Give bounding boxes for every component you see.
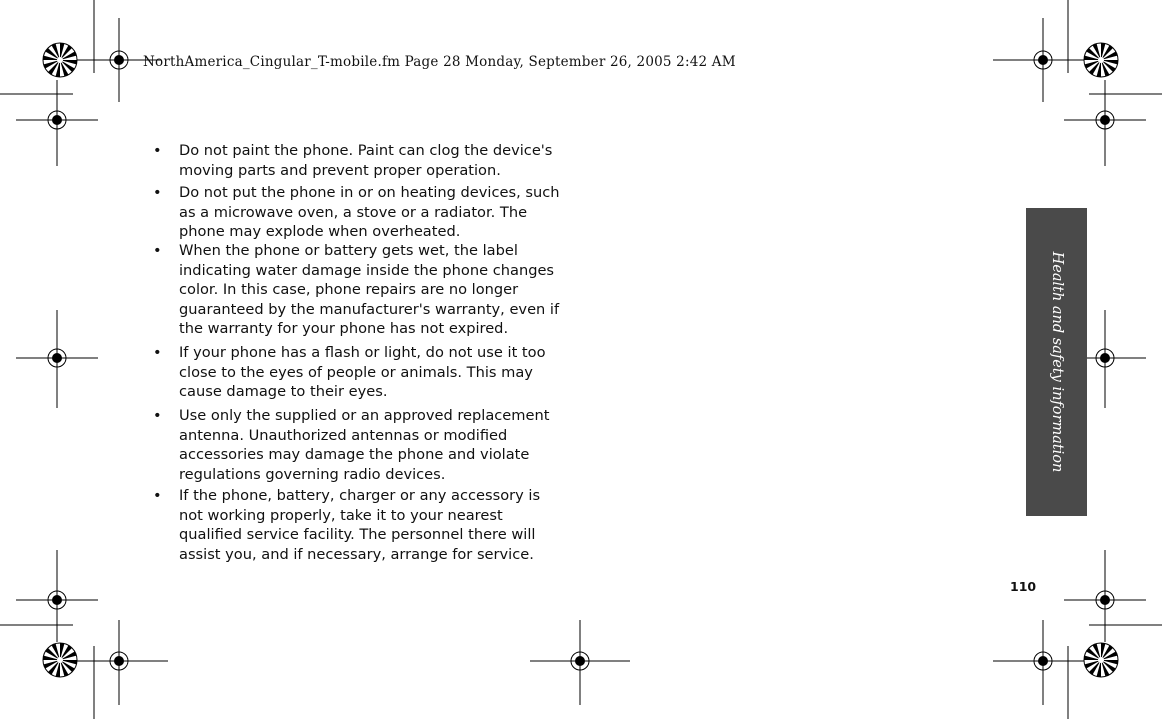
bullet-icon: • — [153, 184, 162, 201]
list-item — [150, 183, 560, 242]
crosshair-mark — [16, 550, 98, 642]
crosshair-mark — [1064, 80, 1146, 166]
bullet-text: Do not paint the phone. Paint can clog the device's moving parts and prevent proper operation. — [179, 142, 553, 179]
crosshair-mark — [16, 310, 98, 408]
page-number: 110 — [1010, 579, 1037, 594]
starburst-mark — [43, 643, 77, 677]
crosshair-mark — [993, 18, 1085, 102]
bullet-text: If your phone has a flash or light, do not use it too close to the eyes of people or animals. This may cause damage to their eyes. — [179, 344, 546, 401]
bullet-icon: • — [153, 487, 162, 504]
list-item — [150, 141, 560, 180]
bullet-icon: • — [153, 242, 162, 259]
list-item — [150, 343, 560, 402]
bullet-text: When the phone or battery gets wet, the label indicating water damage inside the phone changes color. In this case, phone repairs are no longer guaranteed by the manufacturer's warranty, even if the warranty for your phone has not expired. — [179, 242, 560, 338]
starburst-mark — [1084, 43, 1118, 77]
crosshair-mark — [1064, 550, 1146, 642]
starburst-mark — [1084, 643, 1118, 677]
crosshair-mark — [16, 80, 98, 166]
crosshair-mark — [993, 620, 1085, 705]
bullet-text: Do not put the phone in or on heating devices, such as a microwave oven, a stove or a radiator. The phone may explode when overheated. — [179, 184, 560, 241]
bullet-icon: • — [153, 407, 162, 424]
crosshair-mark — [77, 620, 168, 705]
bullet-text: If the phone, battery, charger or any accessory is not working properly, take it to your nearest qualified service facility. The personnel there will assist you, and if necessary, arrange for service. — [179, 487, 541, 563]
crosshair-mark — [530, 620, 630, 705]
bullet-text: Use only the supplied or an approved replacement antenna. Unauthorized antennas or modified accessories may damage the phone and violate regulations governing radio devices. — [179, 407, 550, 483]
list-item — [150, 406, 560, 484]
starburst-mark — [43, 43, 77, 77]
list-item — [150, 241, 560, 339]
section-side-tab — [1026, 208, 1087, 516]
bullet-icon: • — [153, 344, 162, 361]
list-item — [150, 486, 560, 564]
bullet-icon: • — [153, 142, 162, 159]
file-info-header: NorthAmerica_Cingular_T-mobile.fm Page 28 Monday, September 26, 2005 2:42 AM — [143, 54, 736, 70]
section-side-tab-label: Health and safety information — [1048, 251, 1065, 473]
